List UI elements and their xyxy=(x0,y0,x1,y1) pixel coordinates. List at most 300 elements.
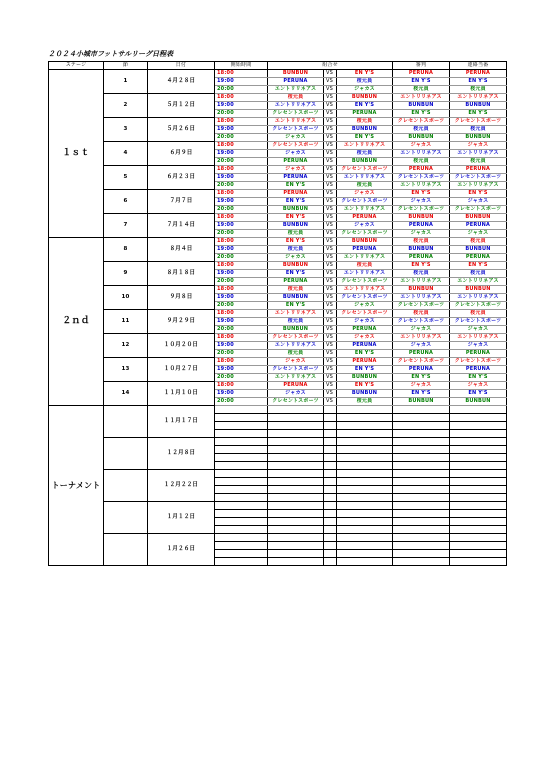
referee-team: EN Y'S xyxy=(393,390,450,398)
referee-team: エントリリネアス xyxy=(393,278,450,286)
contact-team: エントリリネアス xyxy=(450,94,507,102)
table-row xyxy=(49,310,507,318)
contact-team: クレセントスポーツ xyxy=(450,302,507,310)
sec-number: 7 xyxy=(104,214,148,238)
home-team: エントリリネアス xyxy=(268,310,324,318)
contact-team: 桜元員 xyxy=(450,86,507,94)
referee-team: ジャカス xyxy=(393,326,450,334)
referee-team: PERUNA xyxy=(393,222,450,230)
stage-label: トーナメント xyxy=(49,406,104,566)
vs-label: VS xyxy=(324,318,337,326)
away-team: エントリリネアス xyxy=(337,174,393,182)
home-team: エントリリネアス xyxy=(268,86,324,94)
contact-team: クレセントスポーツ xyxy=(450,206,507,214)
start-time xyxy=(215,502,268,510)
away-team: エントリリネアス xyxy=(337,206,393,214)
sec-number: 9 xyxy=(104,262,148,286)
vs-label: VS xyxy=(324,230,337,238)
sec-number xyxy=(104,406,148,438)
away-team: PERUNA xyxy=(337,326,393,334)
sec-number: 1 xyxy=(104,70,148,94)
referee-team: PERUNA xyxy=(393,254,450,262)
vs-label: VS xyxy=(324,94,337,102)
home-team: エントリリネアス xyxy=(268,374,324,382)
home-team: PERUNA xyxy=(268,174,324,182)
away-team: ジャカス xyxy=(337,222,393,230)
away-team xyxy=(337,478,393,486)
home-team: ジャカス xyxy=(268,358,324,366)
away-team: ジャカス xyxy=(337,334,393,342)
referee-team: PERUNA xyxy=(393,166,450,174)
away-team xyxy=(337,462,393,470)
match-date: １１月１７日 xyxy=(148,406,215,438)
vs-label: VS xyxy=(324,214,337,222)
start-time: 18:00 xyxy=(215,310,268,318)
vs-label: VS xyxy=(324,206,337,214)
contact-team: EN Y'S xyxy=(450,110,507,118)
home-team xyxy=(268,494,324,502)
referee-team: エントリリネアス xyxy=(393,150,450,158)
away-team: ジャカス xyxy=(337,86,393,94)
match-date: ８月１８日 xyxy=(148,262,215,286)
vs-label: VS xyxy=(324,398,337,406)
vs-label xyxy=(324,534,337,542)
away-team: EN Y'S xyxy=(337,350,393,358)
vs-label: VS xyxy=(324,134,337,142)
away-team: BUNBUN xyxy=(337,94,393,102)
contact-team xyxy=(450,486,507,494)
home-team: EN Y'S xyxy=(268,302,324,310)
home-team: PERUNA xyxy=(268,158,324,166)
referee-team xyxy=(393,502,450,510)
start-time: 19:00 xyxy=(215,126,268,134)
away-team: クレセントスポーツ xyxy=(337,230,393,238)
header-stage: ステージ xyxy=(49,62,104,70)
start-time: 19:00 xyxy=(215,198,268,206)
match-date: ９月８日 xyxy=(148,286,215,310)
contact-team: ジャカス xyxy=(450,382,507,390)
referee-team xyxy=(393,534,450,542)
start-time xyxy=(215,470,268,478)
sec-number: 2 xyxy=(104,94,148,118)
vs-label: VS xyxy=(324,262,337,270)
vs-label xyxy=(324,454,337,462)
referee-team xyxy=(393,446,450,454)
table-row xyxy=(49,94,507,102)
vs-label: VS xyxy=(324,270,337,278)
home-team: エントリリネアス xyxy=(268,342,324,350)
home-team: 桜元員 xyxy=(268,318,324,326)
away-team: エントリリネアス xyxy=(337,254,393,262)
match-date: １２月８日 xyxy=(148,438,215,470)
away-team: PERUNA xyxy=(337,110,393,118)
sec-number: 8 xyxy=(104,238,148,262)
contact-team xyxy=(450,414,507,422)
start-time xyxy=(215,422,268,430)
match-date: ９月２９日 xyxy=(148,310,215,334)
home-team xyxy=(268,454,324,462)
table-row xyxy=(49,334,507,342)
start-time: 19:00 xyxy=(215,102,268,110)
vs-label xyxy=(324,446,337,454)
referee-team: ジャカス xyxy=(393,230,450,238)
away-team xyxy=(337,422,393,430)
referee-team xyxy=(393,558,450,566)
start-time xyxy=(215,542,268,550)
contact-team: PERUNA xyxy=(450,254,507,262)
away-team: エントリリネアス xyxy=(337,286,393,294)
start-time xyxy=(215,406,268,414)
vs-label xyxy=(324,510,337,518)
contact-team: クレセントスポーツ xyxy=(450,358,507,366)
away-team: ジャカス xyxy=(337,318,393,326)
sec-number xyxy=(104,534,148,566)
start-time: 20:00 xyxy=(215,86,268,94)
contact-team: クレセントスポーツ xyxy=(450,318,507,326)
stage-label: １ｓｔ xyxy=(49,70,104,238)
start-time: 20:00 xyxy=(215,254,268,262)
home-team: BUNBUN xyxy=(268,222,324,230)
table-row xyxy=(49,406,507,414)
away-team xyxy=(337,438,393,446)
contact-team xyxy=(450,518,507,526)
away-team xyxy=(337,526,393,534)
home-team: 桜元員 xyxy=(268,246,324,254)
contact-team: PERUNA xyxy=(450,350,507,358)
start-time: 18:00 xyxy=(215,190,268,198)
home-team: PERUNA xyxy=(268,78,324,86)
away-team xyxy=(337,534,393,542)
contact-team xyxy=(450,542,507,550)
contact-team xyxy=(450,438,507,446)
vs-label: VS xyxy=(324,382,337,390)
table-row xyxy=(49,190,507,198)
away-team xyxy=(337,430,393,438)
home-team: クレセントスポーツ xyxy=(268,398,324,406)
match-date: ７月７日 xyxy=(148,190,215,214)
away-team: BUNBUN xyxy=(337,238,393,246)
vs-label: VS xyxy=(324,342,337,350)
contact-team: BUNBUN xyxy=(450,246,507,254)
away-team xyxy=(337,502,393,510)
contact-team: ジャカス xyxy=(450,326,507,334)
vs-label: VS xyxy=(324,150,337,158)
table-row xyxy=(49,534,507,542)
start-time xyxy=(215,486,268,494)
home-team xyxy=(268,550,324,558)
header-match: 組合せ xyxy=(268,62,393,70)
vs-label xyxy=(324,470,337,478)
contact-team: EN Y'S xyxy=(450,262,507,270)
home-team xyxy=(268,510,324,518)
vs-label: VS xyxy=(324,70,337,78)
match-date: ８月４日 xyxy=(148,238,215,262)
table-row xyxy=(49,502,507,510)
referee-team xyxy=(393,542,450,550)
table-row xyxy=(49,238,507,246)
away-team: EN Y'S xyxy=(337,102,393,110)
away-team xyxy=(337,542,393,550)
home-team xyxy=(268,446,324,454)
header-date: 日付 xyxy=(148,62,215,70)
away-team xyxy=(337,510,393,518)
away-team: 桜元員 xyxy=(337,150,393,158)
away-team: PERUNA xyxy=(337,246,393,254)
vs-label xyxy=(324,486,337,494)
referee-team: クレセントスポーツ xyxy=(393,118,450,126)
start-time: 18:00 xyxy=(215,214,268,222)
referee-team: BUNBUN xyxy=(393,286,450,294)
vs-label: VS xyxy=(324,190,337,198)
home-team: EN Y'S xyxy=(268,214,324,222)
start-time: 19:00 xyxy=(215,78,268,86)
start-time: 18:00 xyxy=(215,358,268,366)
contact-team: ジャカス xyxy=(450,230,507,238)
away-team: EN Y'S xyxy=(337,134,393,142)
contact-team: EN Y'S xyxy=(450,374,507,382)
home-team: クレセントスポーツ xyxy=(268,142,324,150)
header-row xyxy=(49,62,507,70)
home-team: エントリリネアス xyxy=(268,118,324,126)
table-row xyxy=(49,142,507,150)
referee-team xyxy=(393,430,450,438)
vs-label xyxy=(324,494,337,502)
vs-label: VS xyxy=(324,118,337,126)
home-team: 桜元員 xyxy=(268,286,324,294)
away-team: 桜元員 xyxy=(337,182,393,190)
start-time: 18:00 xyxy=(215,382,268,390)
referee-team xyxy=(393,486,450,494)
home-team: BUNBUN xyxy=(268,326,324,334)
match-date: ７月１４日 xyxy=(148,214,215,238)
vs-label xyxy=(324,422,337,430)
away-team xyxy=(337,454,393,462)
contact-team xyxy=(450,422,507,430)
referee-team xyxy=(393,422,450,430)
referee-team xyxy=(393,454,450,462)
away-team xyxy=(337,414,393,422)
contact-team: ジャカス xyxy=(450,142,507,150)
start-time xyxy=(215,438,268,446)
contact-team: EN Y'S xyxy=(450,190,507,198)
away-team: PERUNA xyxy=(337,358,393,366)
away-team xyxy=(337,558,393,566)
start-time: 20:00 xyxy=(215,158,268,166)
vs-label: VS xyxy=(324,198,337,206)
match-date: ５月１２日 xyxy=(148,94,215,118)
vs-label: VS xyxy=(324,390,337,398)
contact-team: 桜元員 xyxy=(450,310,507,318)
sec-number: 10 xyxy=(104,286,148,310)
contact-team: ジャカス xyxy=(450,198,507,206)
start-time: 18:00 xyxy=(215,70,268,78)
referee-team xyxy=(393,550,450,558)
away-team: ジャカス xyxy=(337,302,393,310)
vs-label xyxy=(324,550,337,558)
referee-team: PERUNA xyxy=(393,350,450,358)
home-team xyxy=(268,502,324,510)
home-team xyxy=(268,534,324,542)
contact-team xyxy=(450,558,507,566)
vs-label: VS xyxy=(324,310,337,318)
start-time: 19:00 xyxy=(215,246,268,254)
home-team: ジャカス xyxy=(268,134,324,142)
away-team xyxy=(337,518,393,526)
sec-number: 3 xyxy=(104,118,148,142)
vs-label: VS xyxy=(324,366,337,374)
vs-label: VS xyxy=(324,334,337,342)
home-team: エントリリネアス xyxy=(268,102,324,110)
referee-team xyxy=(393,518,450,526)
home-team xyxy=(268,430,324,438)
referee-team: PERUNA xyxy=(393,366,450,374)
vs-label: VS xyxy=(324,358,337,366)
vs-label xyxy=(324,558,337,566)
contact-team: PERUNA xyxy=(450,366,507,374)
home-team: BUNBUN xyxy=(268,70,324,78)
vs-label: VS xyxy=(324,78,337,86)
contact-team: 桜元員 xyxy=(450,158,507,166)
referee-team: ジャカス xyxy=(393,342,450,350)
start-time: 20:00 xyxy=(215,110,268,118)
vs-label xyxy=(324,518,337,526)
vs-label: VS xyxy=(324,86,337,94)
contact-team: エントリリネアス xyxy=(450,334,507,342)
start-time xyxy=(215,558,268,566)
header-contact: 連絡当番 xyxy=(450,62,507,70)
contact-team xyxy=(450,446,507,454)
vs-label: VS xyxy=(324,182,337,190)
referee-team: 桜元員 xyxy=(393,158,450,166)
contact-team xyxy=(450,462,507,470)
vs-label: VS xyxy=(324,374,337,382)
table-row xyxy=(49,470,507,478)
referee-team: クレセントスポーツ xyxy=(393,302,450,310)
home-team xyxy=(268,462,324,470)
start-time: 19:00 xyxy=(215,366,268,374)
start-time: 20:00 xyxy=(215,398,268,406)
home-team xyxy=(268,478,324,486)
contact-team: EN Y'S xyxy=(450,390,507,398)
home-team xyxy=(268,542,324,550)
contact-team: エントリリネアス xyxy=(450,150,507,158)
contact-team xyxy=(450,494,507,502)
referee-team: 桜元員 xyxy=(393,310,450,318)
referee-team: EN Y'S xyxy=(393,190,450,198)
start-time: 19:00 xyxy=(215,174,268,182)
contact-team xyxy=(450,454,507,462)
start-time: 19:00 xyxy=(215,294,268,302)
table-row xyxy=(49,214,507,222)
start-time xyxy=(215,430,268,438)
vs-label xyxy=(324,542,337,550)
home-team: PERUNA xyxy=(268,278,324,286)
referee-team: クレセントスポーツ xyxy=(393,318,450,326)
start-time: 19:00 xyxy=(215,222,268,230)
away-team: クレセントスポーツ xyxy=(337,310,393,318)
away-team: エントリリネアス xyxy=(337,142,393,150)
referee-team: EN Y'S xyxy=(393,262,450,270)
start-time xyxy=(215,510,268,518)
referee-team xyxy=(393,406,450,414)
contact-team: ジャカス xyxy=(450,342,507,350)
home-team: 桜元員 xyxy=(268,350,324,358)
contact-team: PERUNA xyxy=(450,222,507,230)
schedule-body xyxy=(49,70,507,566)
start-time: 20:00 xyxy=(215,350,268,358)
contact-team: BUNBUN xyxy=(450,134,507,142)
referee-team: エントリリネアス xyxy=(393,334,450,342)
start-time: 18:00 xyxy=(215,118,268,126)
start-time xyxy=(215,550,268,558)
referee-team xyxy=(393,494,450,502)
start-time xyxy=(215,462,268,470)
home-team: EN Y'S xyxy=(268,198,324,206)
away-team xyxy=(337,406,393,414)
start-time: 18:00 xyxy=(215,262,268,270)
sec-number xyxy=(104,470,148,502)
contact-team: 桜元員 xyxy=(450,238,507,246)
schedule-table xyxy=(48,61,507,566)
start-time: 20:00 xyxy=(215,302,268,310)
referee-team: ジャカス xyxy=(393,142,450,150)
referee-team xyxy=(393,414,450,422)
table-row xyxy=(49,382,507,390)
home-team xyxy=(268,526,324,534)
contact-team xyxy=(450,502,507,510)
home-team xyxy=(268,406,324,414)
home-team: クレセントスポーツ xyxy=(268,334,324,342)
referee-team: エントリリネアス xyxy=(393,182,450,190)
match-date: １０月２０日 xyxy=(148,334,215,358)
start-time: 18:00 xyxy=(215,142,268,150)
referee-team: 桜元員 xyxy=(393,270,450,278)
away-team: エントリリネアス xyxy=(337,270,393,278)
contact-team: クレセントスポーツ xyxy=(450,118,507,126)
start-time xyxy=(215,446,268,454)
vs-label xyxy=(324,414,337,422)
referee-team: BUNBUN xyxy=(393,398,450,406)
match-date: １０月２７日 xyxy=(148,358,215,382)
sec-number: 11 xyxy=(104,310,148,334)
contact-team: エントリリネアス xyxy=(450,294,507,302)
away-team xyxy=(337,486,393,494)
home-team xyxy=(268,414,324,422)
referee-team xyxy=(393,526,450,534)
vs-label: VS xyxy=(324,222,337,230)
referee-team: PERUNA xyxy=(393,70,450,78)
home-team: ジャカス xyxy=(268,166,324,174)
page-title: ２０２４小城市フットサルリーグ日程表 xyxy=(48,50,174,58)
start-time: 19:00 xyxy=(215,390,268,398)
start-time xyxy=(215,478,268,486)
contact-team: BUNBUN xyxy=(450,286,507,294)
sec-number xyxy=(104,502,148,534)
start-time: 19:00 xyxy=(215,342,268,350)
table-row xyxy=(49,438,507,446)
start-time: 18:00 xyxy=(215,94,268,102)
home-team: ジャカス xyxy=(268,150,324,158)
match-date: １１月１０日 xyxy=(148,382,215,406)
referee-team: 桜元員 xyxy=(393,126,450,134)
header-time: 開始時間 xyxy=(215,62,268,70)
home-team xyxy=(268,558,324,566)
away-team: クレセントスポーツ xyxy=(337,278,393,286)
referee-team: クレセントスポーツ xyxy=(393,206,450,214)
contact-team xyxy=(450,550,507,558)
away-team: クレセントスポーツ xyxy=(337,166,393,174)
table-row xyxy=(49,262,507,270)
